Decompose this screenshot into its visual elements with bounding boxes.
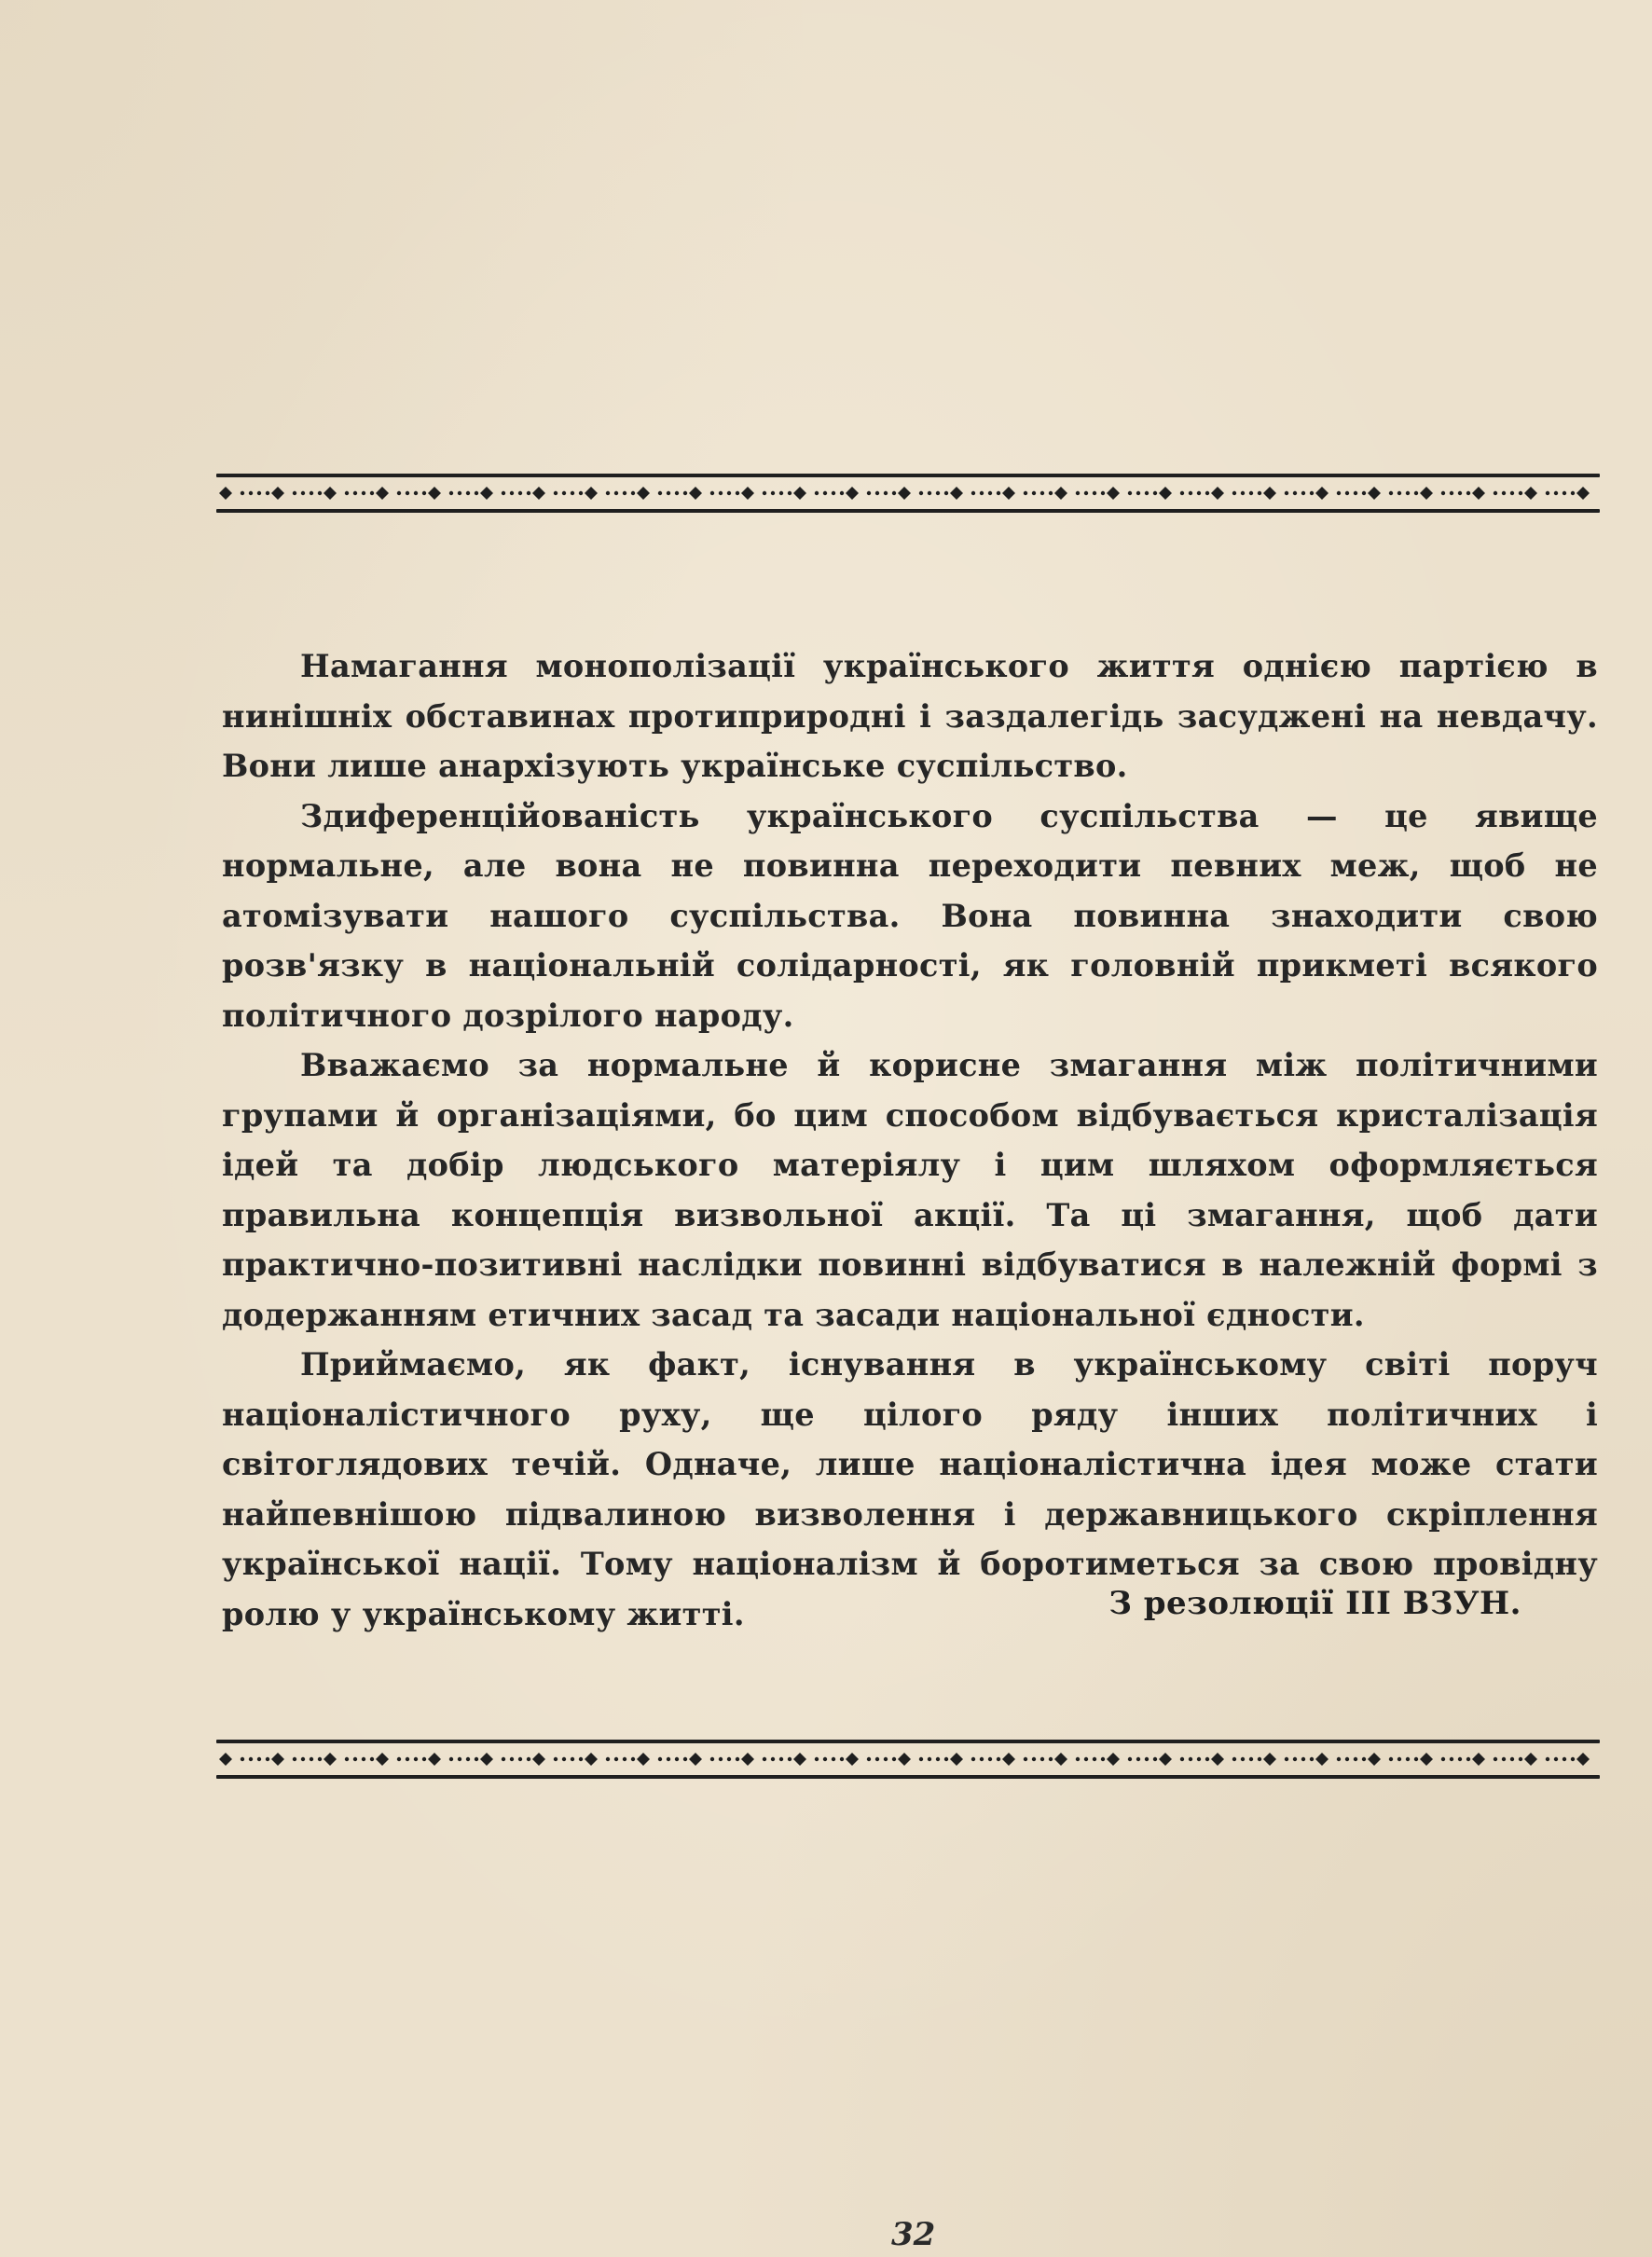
ornament-diamond <box>846 487 859 500</box>
ornament-dot <box>422 491 426 495</box>
ornament-dot <box>1571 1757 1575 1761</box>
ornament-dot <box>606 1757 610 1761</box>
ornament-dot <box>1458 1757 1462 1761</box>
ornament-dot <box>1101 1757 1105 1761</box>
ornament-dot <box>301 491 305 495</box>
ornament-dot <box>310 491 313 495</box>
ornament-dot <box>1510 1757 1514 1761</box>
ornament-dot <box>928 1757 931 1761</box>
ornament-dot <box>527 1757 530 1761</box>
ornament-diamond <box>1054 1753 1067 1766</box>
ornament-diamond <box>271 487 284 500</box>
ornament-dot <box>1293 491 1297 495</box>
ornament-diamond <box>1211 487 1224 500</box>
ornament-dot <box>1197 491 1201 495</box>
ornament-dot <box>1032 491 1036 495</box>
ornament-dot <box>719 1757 723 1761</box>
ornament-dot <box>345 491 349 495</box>
ornament-dot <box>370 491 374 495</box>
ornament-dot <box>867 491 871 495</box>
ornament-dot <box>475 491 478 495</box>
ornament-dot <box>1406 1757 1410 1761</box>
ornament-dot <box>1136 491 1140 495</box>
ornament-diamond <box>376 487 389 500</box>
ornament-dot <box>815 1757 819 1761</box>
ornament-diamond <box>793 487 806 500</box>
ornament-diamond <box>1576 487 1590 500</box>
ornament-dot <box>1189 491 1192 495</box>
ornament-dot <box>370 1757 374 1761</box>
ornament-diamond <box>1211 1753 1224 1766</box>
ornament-dot <box>1397 491 1401 495</box>
bottom-diamond-dot-pattern <box>216 1743 1600 1775</box>
ornament-dot <box>675 491 679 495</box>
ornament-dot <box>579 1757 583 1761</box>
ornament-dot <box>1136 1757 1140 1761</box>
ornament-dot <box>1441 491 1445 495</box>
ornament-dot <box>1241 491 1245 495</box>
ornament-dot <box>1153 491 1157 495</box>
ornament-dot <box>1397 1757 1401 1761</box>
ornament-dot <box>318 491 322 495</box>
ornament-diamond <box>532 487 545 500</box>
ornament-dot <box>579 491 583 495</box>
ornament-diamond <box>219 487 232 500</box>
source-attribution: З резолюції ІІІ ВЗУН. <box>1108 1585 1521 1622</box>
ornament-diamond <box>1054 487 1067 500</box>
ornament-dot <box>884 1757 888 1761</box>
ornament-dot <box>1128 491 1132 495</box>
ornament-dot <box>658 491 662 495</box>
ornament-dot <box>988 491 992 495</box>
ornament-diamond <box>689 487 702 500</box>
ornament-dot <box>884 491 888 495</box>
ornament-dot <box>1519 491 1522 495</box>
ornament-diamond <box>1315 487 1328 500</box>
ornament-dot <box>1510 491 1514 495</box>
ornament-dot <box>1458 491 1462 495</box>
ornament-dot <box>840 1757 844 1761</box>
ornament-dot <box>1337 1757 1341 1761</box>
ornament-dot <box>1189 1757 1192 1761</box>
ornament-diamond <box>324 1753 337 1766</box>
ornament-dot <box>892 1757 896 1761</box>
ornament-diamond <box>1524 487 1537 500</box>
ornament-dot <box>518 1757 522 1761</box>
ornament-dot <box>571 1757 574 1761</box>
ornament-dot <box>362 1757 365 1761</box>
ornament-dot <box>1049 491 1053 495</box>
ornament-dot <box>1466 1757 1470 1761</box>
ornament-dot <box>301 1757 305 1761</box>
ornament-dot <box>554 1757 558 1761</box>
ornament-diamond <box>1263 1753 1276 1766</box>
ornament-dot <box>1301 491 1305 495</box>
ornament-diamond <box>1159 487 1172 500</box>
ornament-dot <box>1441 1757 1445 1761</box>
ornament-dot <box>875 491 879 495</box>
ornament-dot <box>675 1757 679 1761</box>
ornament-dot <box>1337 491 1341 495</box>
ornament-dot <box>353 1757 357 1761</box>
ornament-dot <box>1197 1757 1201 1761</box>
ornament-dot <box>397 491 401 495</box>
ornament-dot <box>875 1757 879 1761</box>
ornament-dot <box>571 491 574 495</box>
ornament-diamond <box>428 1753 441 1766</box>
ornament-dot <box>710 1757 714 1761</box>
ornament-dot <box>1032 1757 1036 1761</box>
ornament-dot <box>310 1757 313 1761</box>
ornament-dot <box>1362 491 1366 495</box>
ornament-dot <box>980 491 984 495</box>
ornament-dot <box>293 1757 296 1761</box>
ornament-dot <box>736 1757 739 1761</box>
ornament-dot <box>667 491 670 495</box>
ornament-dot <box>353 491 357 495</box>
ornament-dot <box>832 1757 835 1761</box>
ornament-dot <box>606 491 610 495</box>
ornament-diamond <box>376 1753 389 1766</box>
page-number: 32 <box>891 2216 936 2253</box>
ornament-dot <box>1153 1757 1157 1761</box>
ornament-dot <box>1076 1757 1080 1761</box>
ornament-dot <box>249 1757 253 1761</box>
ornament-diamond <box>1524 1753 1537 1766</box>
ornament-dot <box>1084 1757 1088 1761</box>
ornament-dot <box>1310 1757 1314 1761</box>
ornament-dot <box>458 1757 461 1761</box>
ornament-dot <box>736 491 739 495</box>
ornament-dot <box>1563 491 1566 495</box>
ornament-dot <box>362 491 365 495</box>
ornament-dot <box>1285 491 1288 495</box>
ornament-diamond <box>1315 1753 1328 1766</box>
ornament-dot <box>1466 491 1470 495</box>
ornament-diamond <box>585 1753 598 1766</box>
paragraph-nationalist-idea: Приймаємо, як факт, існування в українському світі поруч націоналістичного руху, ще цілого ряду інших політичних і світоглядових течій. Одначе, лише націоналістична ідея може стати найпевнішою підвалиною визволення і державницького скріплення української нації. Тому націоналізм й боротиметься за свою провідну ролю у українському житті. <box>222 1346 1598 1632</box>
ornament-dot <box>249 491 253 495</box>
ornament-dot <box>1362 1757 1366 1761</box>
ornament-diamond <box>898 487 911 500</box>
ornament-dot <box>466 1757 470 1761</box>
ornament-diamond <box>1420 1753 1433 1766</box>
ornament-diamond <box>1107 1753 1120 1766</box>
ornament-dot <box>1554 491 1558 495</box>
ornament-dot <box>867 1757 871 1761</box>
ornament-dot <box>1232 491 1236 495</box>
ornament-diamond <box>1368 487 1381 500</box>
ornament-dot <box>318 1757 322 1761</box>
ornament-dot <box>1180 1757 1184 1761</box>
ornament-dot <box>518 491 522 495</box>
ornament-diamond <box>585 487 598 500</box>
ornament-dot <box>1128 1757 1132 1761</box>
ornament-diamond <box>480 1753 493 1766</box>
paragraph-differentiation: Здиференційованість українського суспільства — це явище нормальне, але вона не повинна переходити певних меж, щоб не атомізувати нашого суспільства. Вона повинна знаходити свою розв'язку в національній солідарності, як головній прикметі всякого політичного дозрілого народу. <box>222 797 1598 1034</box>
ornament-dot <box>683 1757 687 1761</box>
ornament-dot <box>1049 1757 1053 1761</box>
ornament-dot <box>667 1757 670 1761</box>
ornament-diamond <box>846 1753 859 1766</box>
ornament-dot <box>1205 491 1209 495</box>
ornament-dot <box>1546 491 1549 495</box>
ornament-dot <box>1024 1757 1027 1761</box>
ornament-dot <box>266 491 269 495</box>
ornament-diamond <box>1472 1753 1485 1766</box>
ornament-dot <box>892 491 896 495</box>
ornament-dot <box>1024 491 1027 495</box>
ornament-dot <box>1354 491 1357 495</box>
ornament-dot <box>257 1757 261 1761</box>
ornament-dot <box>1084 491 1088 495</box>
ornament-dot <box>422 1757 426 1761</box>
ornament-dot <box>406 491 409 495</box>
ornament-dot <box>763 1757 766 1761</box>
resolution-text <box>222 641 1598 1639</box>
ornament-dot <box>710 491 714 495</box>
ornament-dot <box>832 491 835 495</box>
ornament-dot <box>1354 1757 1357 1761</box>
ornament-dot <box>1040 1757 1044 1761</box>
ornament-dot <box>944 491 948 495</box>
ornament-dot <box>1205 1757 1209 1761</box>
ornament-dot <box>631 1757 635 1761</box>
ornament-dot <box>823 491 827 495</box>
ornament-dot <box>1093 1757 1096 1761</box>
ornament-dot <box>1554 1757 1558 1761</box>
ornament-dot <box>1502 491 1506 495</box>
ornament-dot <box>928 491 931 495</box>
ornament-dot <box>510 1757 514 1761</box>
ornament-dot <box>997 1757 1000 1761</box>
ornament-dot <box>527 491 530 495</box>
ornament-dot <box>971 491 975 495</box>
ornament-dot <box>414 1757 418 1761</box>
ornament-dot <box>771 491 775 495</box>
ornament-dot <box>683 491 687 495</box>
ornament-dot <box>1406 491 1410 495</box>
ornament-dot <box>293 491 296 495</box>
ornament-dot <box>502 491 505 495</box>
ornament-dot <box>980 1757 984 1761</box>
ornament-dot <box>1040 491 1044 495</box>
ornament-dot <box>763 491 766 495</box>
ornament-dot <box>241 1757 244 1761</box>
ornament-dot <box>1414 1757 1418 1761</box>
ornament-dot <box>1101 491 1105 495</box>
ornament-dot <box>1076 491 1080 495</box>
ornament-dot <box>658 1757 662 1761</box>
ornament-diamond <box>689 1753 702 1766</box>
ornament-dot <box>345 1757 349 1761</box>
ornament-diamond <box>637 487 650 500</box>
ornament-dot <box>241 491 244 495</box>
ornament-dot <box>1093 491 1096 495</box>
ornament-dot <box>919 491 923 495</box>
ornament-diamond <box>480 487 493 500</box>
ornament-diamond <box>271 1753 284 1766</box>
ornament-diamond <box>1576 1753 1590 1766</box>
bottom-ornamental-border <box>216 1740 1600 1779</box>
ornament-diamond <box>637 1753 650 1766</box>
ornament-dot <box>1450 491 1453 495</box>
ornament-dot <box>458 491 461 495</box>
ornament-diamond <box>219 1753 232 1766</box>
ornament-diamond <box>898 1753 911 1766</box>
ornament-diamond <box>1107 487 1120 500</box>
ornament-diamond <box>532 1753 545 1766</box>
ornament-dot <box>719 491 723 495</box>
ornament-dot <box>475 1757 478 1761</box>
ornament-dot <box>1241 1757 1245 1761</box>
ornament-dot <box>1571 491 1575 495</box>
paragraph-political-competition: Вважаємо за нормальне й корисне змагання між політичними групами й організаціями, бо цим способом відбувається кристалізація ідей та добір людського матеріялу і цим шляхом оформляється правильна концепція визвольної акції. Та ці змагання, щоб дати практично-позитивні наслідки повинні відбуватися в належній формі з додержанням етичних засад та засади національної єдности. <box>222 1047 1598 1333</box>
ornament-diamond <box>950 487 963 500</box>
ornament-dot <box>1414 491 1418 495</box>
ornament-dot <box>623 1757 626 1761</box>
ornament-dot <box>449 491 453 495</box>
ornament-dot <box>449 1757 453 1761</box>
ornament-dot <box>562 491 566 495</box>
ornament-dot <box>936 1757 940 1761</box>
top-border-rule-lower <box>216 509 1600 513</box>
ornament-dot <box>919 1757 923 1761</box>
ornament-diamond <box>1368 1753 1381 1766</box>
ornament-dot <box>414 491 418 495</box>
ornament-dot <box>1285 1757 1288 1761</box>
ornament-diamond <box>1002 487 1015 500</box>
ornament-dot <box>562 1757 566 1761</box>
ornament-dot <box>406 1757 409 1761</box>
ornament-dot <box>1258 491 1261 495</box>
ornament-dot <box>771 1757 775 1761</box>
ornament-dot <box>1494 1757 1497 1761</box>
ornament-diamond <box>1420 487 1433 500</box>
ornament-dot <box>1502 1757 1506 1761</box>
ornament-diamond <box>950 1753 963 1766</box>
ornament-dot <box>554 491 558 495</box>
bottom-border-rule-lower <box>216 1775 1600 1779</box>
ornament-dot <box>779 491 783 495</box>
ornament-dot <box>1310 491 1314 495</box>
ornament-dot <box>788 491 792 495</box>
ornament-dot <box>1389 491 1393 495</box>
ornament-diamond <box>741 487 754 500</box>
ornament-dot <box>840 491 844 495</box>
ornament-diamond <box>1472 487 1485 500</box>
ornament-dot <box>1301 1757 1305 1761</box>
ornament-dot <box>1563 1757 1566 1761</box>
ornament-dot <box>1249 1757 1253 1761</box>
ornament-dot <box>257 491 261 495</box>
ornament-dot <box>727 1757 731 1761</box>
ornament-dot <box>1293 1757 1297 1761</box>
ornament-dot <box>1180 491 1184 495</box>
top-ornamental-border <box>216 474 1600 513</box>
ornament-dot <box>1258 1757 1261 1761</box>
ornament-dot <box>1145 1757 1149 1761</box>
ornament-dot <box>397 1757 401 1761</box>
ornament-dot <box>1232 1757 1236 1761</box>
ornament-dot <box>1546 1757 1549 1761</box>
ornament-dot <box>988 1757 992 1761</box>
ornament-dot <box>1345 491 1349 495</box>
ornament-dot <box>1345 1757 1349 1761</box>
ornament-dot <box>623 491 626 495</box>
ornament-diamond <box>793 1753 806 1766</box>
top-diamond-dot-pattern <box>216 477 1600 509</box>
ornament-dot <box>502 1757 505 1761</box>
ornament-diamond <box>1002 1753 1015 1766</box>
ornament-dot <box>727 491 731 495</box>
ornament-dot <box>779 1757 783 1761</box>
ornament-dot <box>936 491 940 495</box>
ornament-dot <box>466 491 470 495</box>
ornament-dot <box>614 1757 618 1761</box>
ornament-dot <box>614 491 618 495</box>
ornament-dot <box>1519 1757 1522 1761</box>
ornament-diamond <box>1159 1753 1172 1766</box>
ornament-dot <box>1389 1757 1393 1761</box>
ornament-dot <box>1494 491 1497 495</box>
ornament-dot <box>1145 491 1149 495</box>
ornament-dot <box>815 491 819 495</box>
ornament-dot <box>788 1757 792 1761</box>
ornament-dot <box>510 491 514 495</box>
ornament-dot <box>823 1757 827 1761</box>
ornament-diamond <box>741 1753 754 1766</box>
ornament-dot <box>944 1757 948 1761</box>
ornament-dot <box>997 491 1000 495</box>
ornament-diamond <box>324 487 337 500</box>
ornament-dot <box>971 1757 975 1761</box>
paragraph-monopolization: Намагання монополізації українського життя однією партією в нинішніх обставинах протиприродні і заздалегідь засуджені на невдачу. Вони лише анархізують українське суспільство. <box>222 648 1598 784</box>
ornament-diamond <box>428 487 441 500</box>
ornament-dot <box>266 1757 269 1761</box>
ornament-dot <box>1249 491 1253 495</box>
ornament-diamond <box>1263 487 1276 500</box>
ornament-dot <box>631 491 635 495</box>
ornament-dot <box>1450 1757 1453 1761</box>
